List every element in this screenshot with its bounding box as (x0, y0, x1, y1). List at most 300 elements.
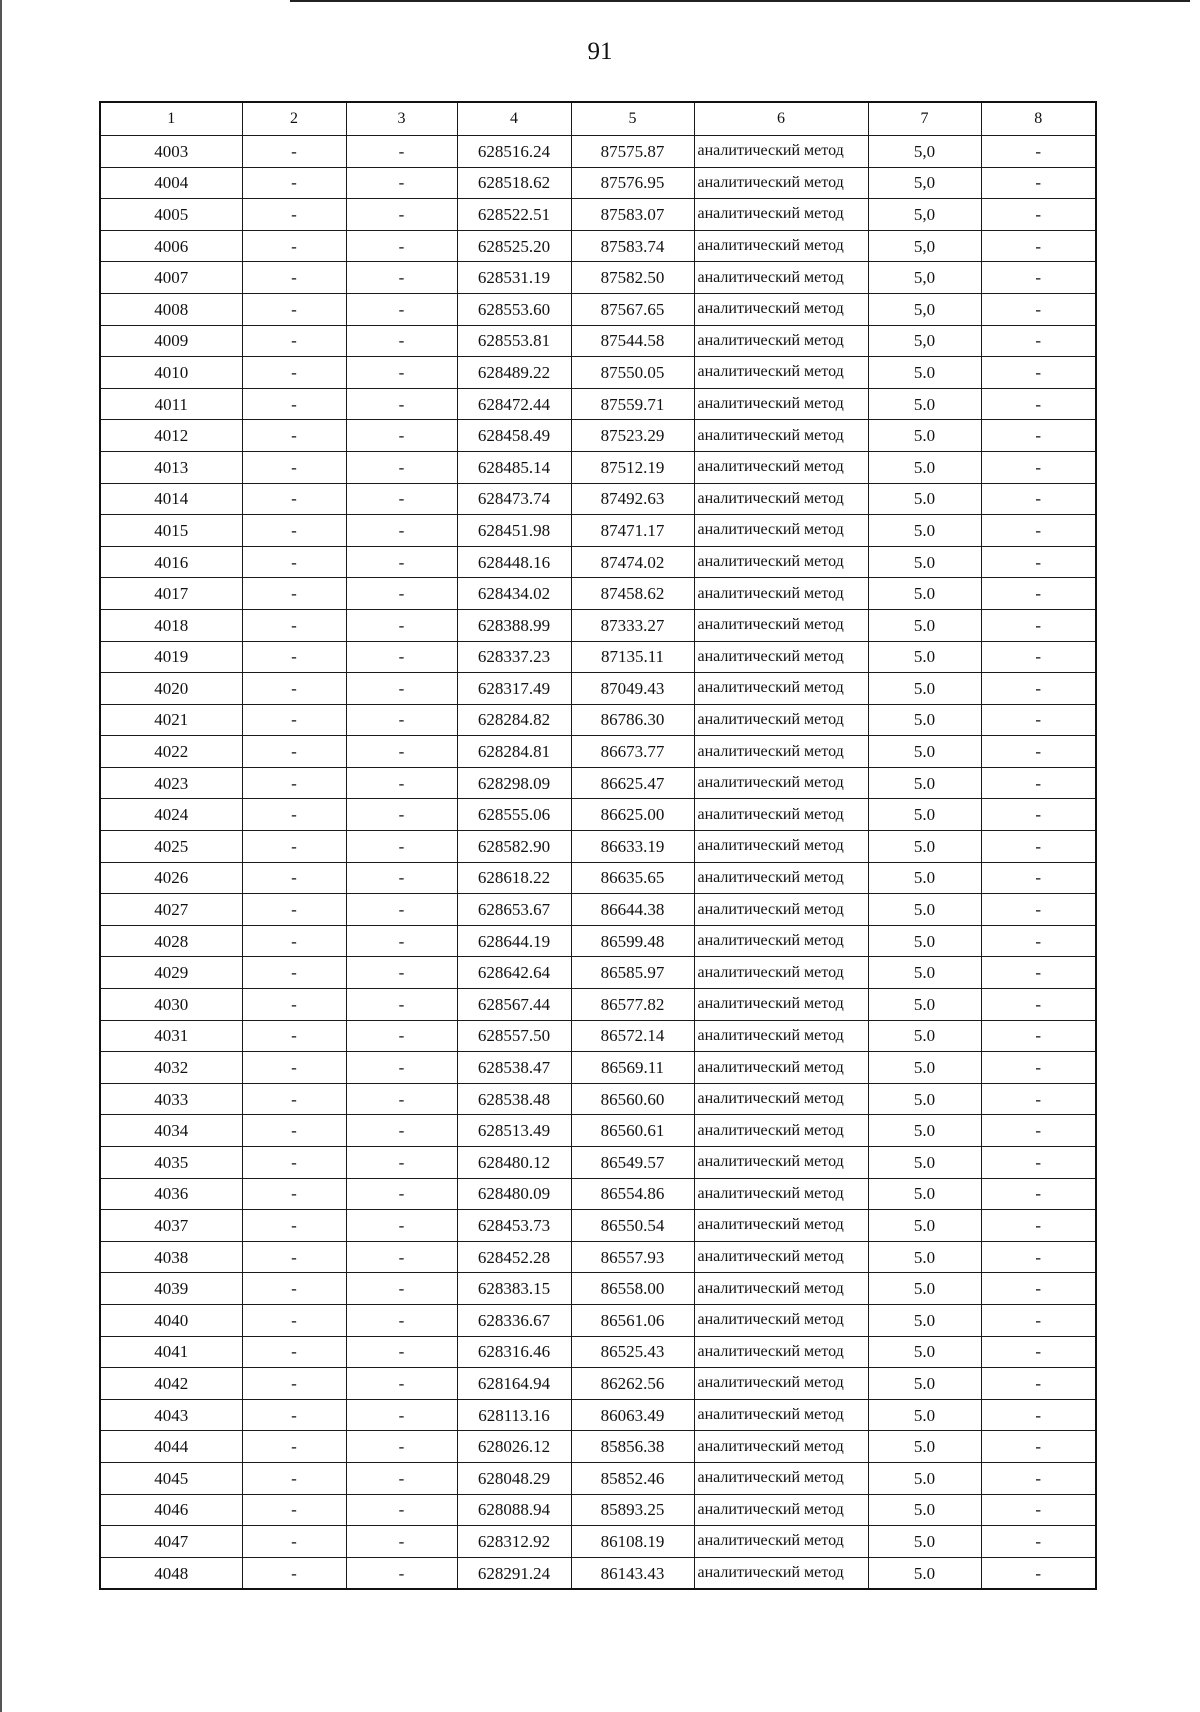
coordinates-table (99, 101, 1097, 1590)
point-number: 4028 (100, 925, 242, 957)
accuracy-value: 5,0 (868, 136, 981, 168)
table-row (100, 483, 1096, 515)
col-2-value: - (242, 1368, 346, 1400)
method: аналитический метод (694, 1399, 868, 1431)
col-3-value: - (346, 357, 457, 389)
col-8-value: - (981, 357, 1096, 389)
col-2-value: - (242, 609, 346, 641)
accuracy-value: 5.0 (868, 1115, 981, 1147)
col-8-value: - (981, 609, 1096, 641)
point-number: 4034 (100, 1115, 242, 1147)
accuracy-value: 5.0 (868, 1178, 981, 1210)
y-coordinate: 86554.86 (571, 1178, 694, 1210)
point-number: 4038 (100, 1241, 242, 1273)
method: аналитический метод (694, 357, 868, 389)
col-8-value: - (981, 1557, 1096, 1589)
x-coordinate: 628538.48 (457, 1083, 571, 1115)
point-number: 4044 (100, 1431, 242, 1463)
col-3-value: - (346, 167, 457, 199)
x-coordinate: 628026.12 (457, 1431, 571, 1463)
table-row (100, 609, 1096, 641)
col-8-value: - (981, 862, 1096, 894)
accuracy-value: 5.0 (868, 989, 981, 1021)
point-number: 4048 (100, 1557, 242, 1589)
col-8-value: - (981, 1210, 1096, 1242)
col-8-value: - (981, 925, 1096, 957)
point-number: 4026 (100, 862, 242, 894)
x-coordinate: 628336.67 (457, 1304, 571, 1336)
y-coordinate: 87135.11 (571, 641, 694, 673)
col-8-value: - (981, 293, 1096, 325)
col-2-value: - (242, 357, 346, 389)
y-coordinate: 86561.06 (571, 1304, 694, 1336)
table-row (100, 925, 1096, 957)
column-header: 6 (694, 102, 868, 136)
col-8-value: - (981, 136, 1096, 168)
col-2-value: - (242, 325, 346, 357)
y-coordinate: 87550.05 (571, 357, 694, 389)
x-coordinate: 628452.28 (457, 1241, 571, 1273)
accuracy-value: 5.0 (868, 546, 981, 578)
y-coordinate: 86560.61 (571, 1115, 694, 1147)
accuracy-value: 5.0 (868, 1431, 981, 1463)
col-2-value: - (242, 515, 346, 547)
col-8-value: - (981, 230, 1096, 262)
col-8-value: - (981, 1273, 1096, 1305)
x-coordinate: 628538.47 (457, 1052, 571, 1084)
point-number: 4020 (100, 673, 242, 705)
col-2-value: - (242, 1399, 346, 1431)
column-header: 2 (242, 102, 346, 136)
method: аналитический метод (694, 1083, 868, 1115)
col-3-value: - (346, 673, 457, 705)
y-coordinate: 87544.58 (571, 325, 694, 357)
method: аналитический метод (694, 862, 868, 894)
col-8-value: - (981, 1083, 1096, 1115)
y-coordinate: 86599.48 (571, 925, 694, 957)
point-number: 4014 (100, 483, 242, 515)
y-coordinate: 87471.17 (571, 515, 694, 547)
column-header: 7 (868, 102, 981, 136)
col-2-value: - (242, 420, 346, 452)
col-2-value: - (242, 1147, 346, 1179)
col-2-value: - (242, 673, 346, 705)
col-8-value: - (981, 420, 1096, 452)
page-number: 91 (587, 38, 613, 65)
table-row (100, 1178, 1096, 1210)
method: аналитический метод (694, 262, 868, 294)
x-coordinate: 628553.60 (457, 293, 571, 325)
col-2-value: - (242, 1052, 346, 1084)
table-row (100, 1399, 1096, 1431)
method: аналитический метод (694, 1052, 868, 1084)
col-8-value: - (981, 704, 1096, 736)
table-row (100, 1052, 1096, 1084)
table-row (100, 325, 1096, 357)
col-3-value: - (346, 1304, 457, 1336)
method: аналитический метод (694, 1020, 868, 1052)
col-8-value: - (981, 199, 1096, 231)
table-row (100, 1083, 1096, 1115)
x-coordinate: 628472.44 (457, 388, 571, 420)
point-number: 4047 (100, 1526, 242, 1558)
table-body (100, 136, 1096, 1590)
point-number: 4043 (100, 1399, 242, 1431)
accuracy-value: 5.0 (868, 451, 981, 483)
col-2-value: - (242, 1115, 346, 1147)
method: аналитический метод (694, 515, 868, 547)
method: аналитический метод (694, 230, 868, 262)
table-row (100, 136, 1096, 168)
accuracy-value: 5,0 (868, 262, 981, 294)
col-3-value: - (346, 420, 457, 452)
accuracy-value: 5.0 (868, 420, 981, 452)
col-3-value: - (346, 1557, 457, 1589)
method: аналитический метод (694, 1304, 868, 1336)
accuracy-value: 5.0 (868, 767, 981, 799)
method: аналитический метод (694, 1462, 868, 1494)
col-2-value: - (242, 736, 346, 768)
col-8-value: - (981, 388, 1096, 420)
x-coordinate: 628113.16 (457, 1399, 571, 1431)
col-2-value: - (242, 1304, 346, 1336)
x-coordinate: 628316.46 (457, 1336, 571, 1368)
col-3-value: - (346, 736, 457, 768)
accuracy-value: 5.0 (868, 483, 981, 515)
method: аналитический метод (694, 578, 868, 610)
y-coordinate: 86625.00 (571, 799, 694, 831)
table-row (100, 1273, 1096, 1305)
accuracy-value: 5.0 (868, 673, 981, 705)
method: аналитический метод (694, 420, 868, 452)
y-coordinate: 87523.29 (571, 420, 694, 452)
col-2-value: - (242, 230, 346, 262)
table-row (100, 230, 1096, 262)
col-3-value: - (346, 989, 457, 1021)
y-coordinate: 86063.49 (571, 1399, 694, 1431)
accuracy-value: 5,0 (868, 230, 981, 262)
accuracy-value: 5.0 (868, 1052, 981, 1084)
y-coordinate: 87333.27 (571, 609, 694, 641)
x-coordinate: 628485.14 (457, 451, 571, 483)
method: аналитический метод (694, 136, 868, 168)
col-8-value: - (981, 1494, 1096, 1526)
accuracy-value: 5.0 (868, 388, 981, 420)
col-8-value: - (981, 641, 1096, 673)
point-number: 4033 (100, 1083, 242, 1115)
method: аналитический метод (694, 1115, 868, 1147)
x-coordinate: 628567.44 (457, 989, 571, 1021)
table-row (100, 767, 1096, 799)
table-row (100, 293, 1096, 325)
y-coordinate: 87583.74 (571, 230, 694, 262)
y-coordinate: 85856.38 (571, 1431, 694, 1463)
col-8-value: - (981, 1431, 1096, 1463)
accuracy-value: 5.0 (868, 578, 981, 610)
y-coordinate: 87575.87 (571, 136, 694, 168)
table-row (100, 1494, 1096, 1526)
method: аналитический метод (694, 609, 868, 641)
accuracy-value: 5.0 (868, 831, 981, 863)
method: аналитический метод (694, 704, 868, 736)
col-3-value: - (346, 1052, 457, 1084)
y-coordinate: 86625.47 (571, 767, 694, 799)
y-coordinate: 86569.11 (571, 1052, 694, 1084)
x-coordinate: 628453.73 (457, 1210, 571, 1242)
point-number: 4015 (100, 515, 242, 547)
table-row (100, 862, 1096, 894)
accuracy-value: 5.0 (868, 1462, 981, 1494)
col-8-value: - (981, 1304, 1096, 1336)
accuracy-value: 5.0 (868, 736, 981, 768)
x-coordinate: 628653.67 (457, 894, 571, 926)
x-coordinate: 628458.49 (457, 420, 571, 452)
accuracy-value: 5.0 (868, 1336, 981, 1368)
accuracy-value: 5.0 (868, 704, 981, 736)
y-coordinate: 87559.71 (571, 388, 694, 420)
table-row (100, 262, 1096, 294)
point-number: 4045 (100, 1462, 242, 1494)
method: аналитический метод (694, 483, 868, 515)
table-row (100, 451, 1096, 483)
method: аналитический метод (694, 451, 868, 483)
point-number: 4007 (100, 262, 242, 294)
point-number: 4032 (100, 1052, 242, 1084)
point-number: 4004 (100, 167, 242, 199)
x-coordinate: 628642.64 (457, 957, 571, 989)
x-coordinate: 628291.24 (457, 1557, 571, 1589)
method: аналитический метод (694, 736, 868, 768)
y-coordinate: 85893.25 (571, 1494, 694, 1526)
table-row (100, 704, 1096, 736)
x-coordinate: 628557.50 (457, 1020, 571, 1052)
accuracy-value: 5.0 (868, 1020, 981, 1052)
table-row (100, 1020, 1096, 1052)
x-coordinate: 628480.09 (457, 1178, 571, 1210)
accuracy-value: 5.0 (868, 1083, 981, 1115)
x-coordinate: 628312.92 (457, 1526, 571, 1558)
point-number: 4003 (100, 136, 242, 168)
y-coordinate: 86143.43 (571, 1557, 694, 1589)
x-coordinate: 628388.99 (457, 609, 571, 641)
y-coordinate: 86549.57 (571, 1147, 694, 1179)
y-coordinate: 86262.56 (571, 1368, 694, 1400)
point-number: 4035 (100, 1147, 242, 1179)
point-number: 4021 (100, 704, 242, 736)
x-coordinate: 628383.15 (457, 1273, 571, 1305)
method: аналитический метод (694, 388, 868, 420)
y-coordinate: 86572.14 (571, 1020, 694, 1052)
y-coordinate: 86108.19 (571, 1526, 694, 1558)
col-3-value: - (346, 546, 457, 578)
col-3-value: - (346, 1273, 457, 1305)
y-coordinate: 86786.30 (571, 704, 694, 736)
col-2-value: - (242, 546, 346, 578)
x-coordinate: 628337.23 (457, 641, 571, 673)
accuracy-value: 5.0 (868, 1526, 981, 1558)
y-coordinate: 87049.43 (571, 673, 694, 705)
col-2-value: - (242, 1336, 346, 1368)
y-coordinate: 87567.65 (571, 293, 694, 325)
table-row (100, 199, 1096, 231)
col-3-value: - (346, 925, 457, 957)
table-row (100, 736, 1096, 768)
col-2-value: - (242, 578, 346, 610)
x-coordinate: 628553.81 (457, 325, 571, 357)
method: аналитический метод (694, 831, 868, 863)
method: аналитический метод (694, 641, 868, 673)
col-2-value: - (242, 957, 346, 989)
col-2-value: - (242, 1178, 346, 1210)
accuracy-value: 5.0 (868, 1147, 981, 1179)
table-row (100, 673, 1096, 705)
method: аналитический метод (694, 1336, 868, 1368)
col-3-value: - (346, 483, 457, 515)
accuracy-value: 5.0 (868, 641, 981, 673)
table-row (100, 1147, 1096, 1179)
x-coordinate: 628518.62 (457, 167, 571, 199)
y-coordinate: 86673.77 (571, 736, 694, 768)
point-number: 4024 (100, 799, 242, 831)
col-2-value: - (242, 862, 346, 894)
x-coordinate: 628473.74 (457, 483, 571, 515)
point-number: 4036 (100, 1178, 242, 1210)
point-number: 4039 (100, 1273, 242, 1305)
table-row (100, 1368, 1096, 1400)
accuracy-value: 5.0 (868, 515, 981, 547)
method: аналитический метод (694, 293, 868, 325)
col-8-value: - (981, 1178, 1096, 1210)
col-2-value: - (242, 641, 346, 673)
col-3-value: - (346, 1494, 457, 1526)
y-coordinate: 87492.63 (571, 483, 694, 515)
col-8-value: - (981, 1526, 1096, 1558)
col-2-value: - (242, 831, 346, 863)
point-number: 4013 (100, 451, 242, 483)
col-8-value: - (981, 1115, 1096, 1147)
x-coordinate: 628480.12 (457, 1147, 571, 1179)
y-coordinate: 86560.60 (571, 1083, 694, 1115)
col-3-value: - (346, 767, 457, 799)
accuracy-value: 5.0 (868, 894, 981, 926)
y-coordinate: 86550.54 (571, 1210, 694, 1242)
method: аналитический метод (694, 989, 868, 1021)
col-2-value: - (242, 1273, 346, 1305)
col-8-value: - (981, 546, 1096, 578)
table-row (100, 357, 1096, 389)
y-coordinate: 87576.95 (571, 167, 694, 199)
accuracy-value: 5.0 (868, 609, 981, 641)
point-number: 4009 (100, 325, 242, 357)
col-8-value: - (981, 894, 1096, 926)
point-number: 4029 (100, 957, 242, 989)
accuracy-value: 5.0 (868, 1241, 981, 1273)
col-2-value: - (242, 1526, 346, 1558)
method: аналитический метод (694, 1273, 868, 1305)
col-2-value: - (242, 262, 346, 294)
table-header-row (100, 102, 1096, 136)
col-8-value: - (981, 1020, 1096, 1052)
col-2-value: - (242, 199, 346, 231)
method: аналитический метод (694, 1494, 868, 1526)
accuracy-value: 5.0 (868, 862, 981, 894)
point-number: 4016 (100, 546, 242, 578)
col-2-value: - (242, 1557, 346, 1589)
table-row (100, 1526, 1096, 1558)
point-number: 4040 (100, 1304, 242, 1336)
col-2-value: - (242, 1020, 346, 1052)
col-8-value: - (981, 673, 1096, 705)
accuracy-value: 5.0 (868, 1494, 981, 1526)
method: аналитический метод (694, 1526, 868, 1558)
point-number: 4031 (100, 1020, 242, 1052)
accuracy-value: 5.0 (868, 1210, 981, 1242)
col-2-value: - (242, 799, 346, 831)
y-coordinate: 86525.43 (571, 1336, 694, 1368)
y-coordinate: 86644.38 (571, 894, 694, 926)
col-3-value: - (346, 230, 457, 262)
accuracy-value: 5.0 (868, 1557, 981, 1589)
col-8-value: - (981, 989, 1096, 1021)
y-coordinate: 87458.62 (571, 578, 694, 610)
method: аналитический метод (694, 546, 868, 578)
column-header: 1 (100, 102, 242, 136)
method: аналитический метод (694, 925, 868, 957)
accuracy-value: 5.0 (868, 799, 981, 831)
col-3-value: - (346, 957, 457, 989)
point-number: 4018 (100, 609, 242, 641)
y-coordinate: 87474.02 (571, 546, 694, 578)
col-8-value: - (981, 767, 1096, 799)
col-2-value: - (242, 293, 346, 325)
col-3-value: - (346, 1147, 457, 1179)
y-coordinate: 86557.93 (571, 1241, 694, 1273)
table-row (100, 546, 1096, 578)
col-8-value: - (981, 262, 1096, 294)
point-number: 4017 (100, 578, 242, 610)
col-3-value: - (346, 515, 457, 547)
x-coordinate: 628164.94 (457, 1368, 571, 1400)
table-row (100, 1241, 1096, 1273)
col-8-value: - (981, 483, 1096, 515)
table-row (100, 1462, 1096, 1494)
col-2-value: - (242, 1210, 346, 1242)
y-coordinate: 85852.46 (571, 1462, 694, 1494)
col-3-value: - (346, 1241, 457, 1273)
method: аналитический метод (694, 799, 868, 831)
accuracy-value: 5.0 (868, 357, 981, 389)
x-coordinate: 628284.82 (457, 704, 571, 736)
method: аналитический метод (694, 767, 868, 799)
col-8-value: - (981, 736, 1096, 768)
accuracy-value: 5.0 (868, 1399, 981, 1431)
col-8-value: - (981, 1052, 1096, 1084)
col-3-value: - (346, 1431, 457, 1463)
table-row (100, 894, 1096, 926)
col-2-value: - (242, 1431, 346, 1463)
col-3-value: - (346, 1115, 457, 1147)
col-8-value: - (981, 799, 1096, 831)
col-8-value: - (981, 167, 1096, 199)
method: аналитический метод (694, 199, 868, 231)
y-coordinate: 86635.65 (571, 862, 694, 894)
point-number: 4030 (100, 989, 242, 1021)
y-coordinate: 86633.19 (571, 831, 694, 863)
method: аналитический метод (694, 1178, 868, 1210)
point-number: 4023 (100, 767, 242, 799)
col-8-value: - (981, 578, 1096, 610)
y-coordinate: 86558.00 (571, 1273, 694, 1305)
